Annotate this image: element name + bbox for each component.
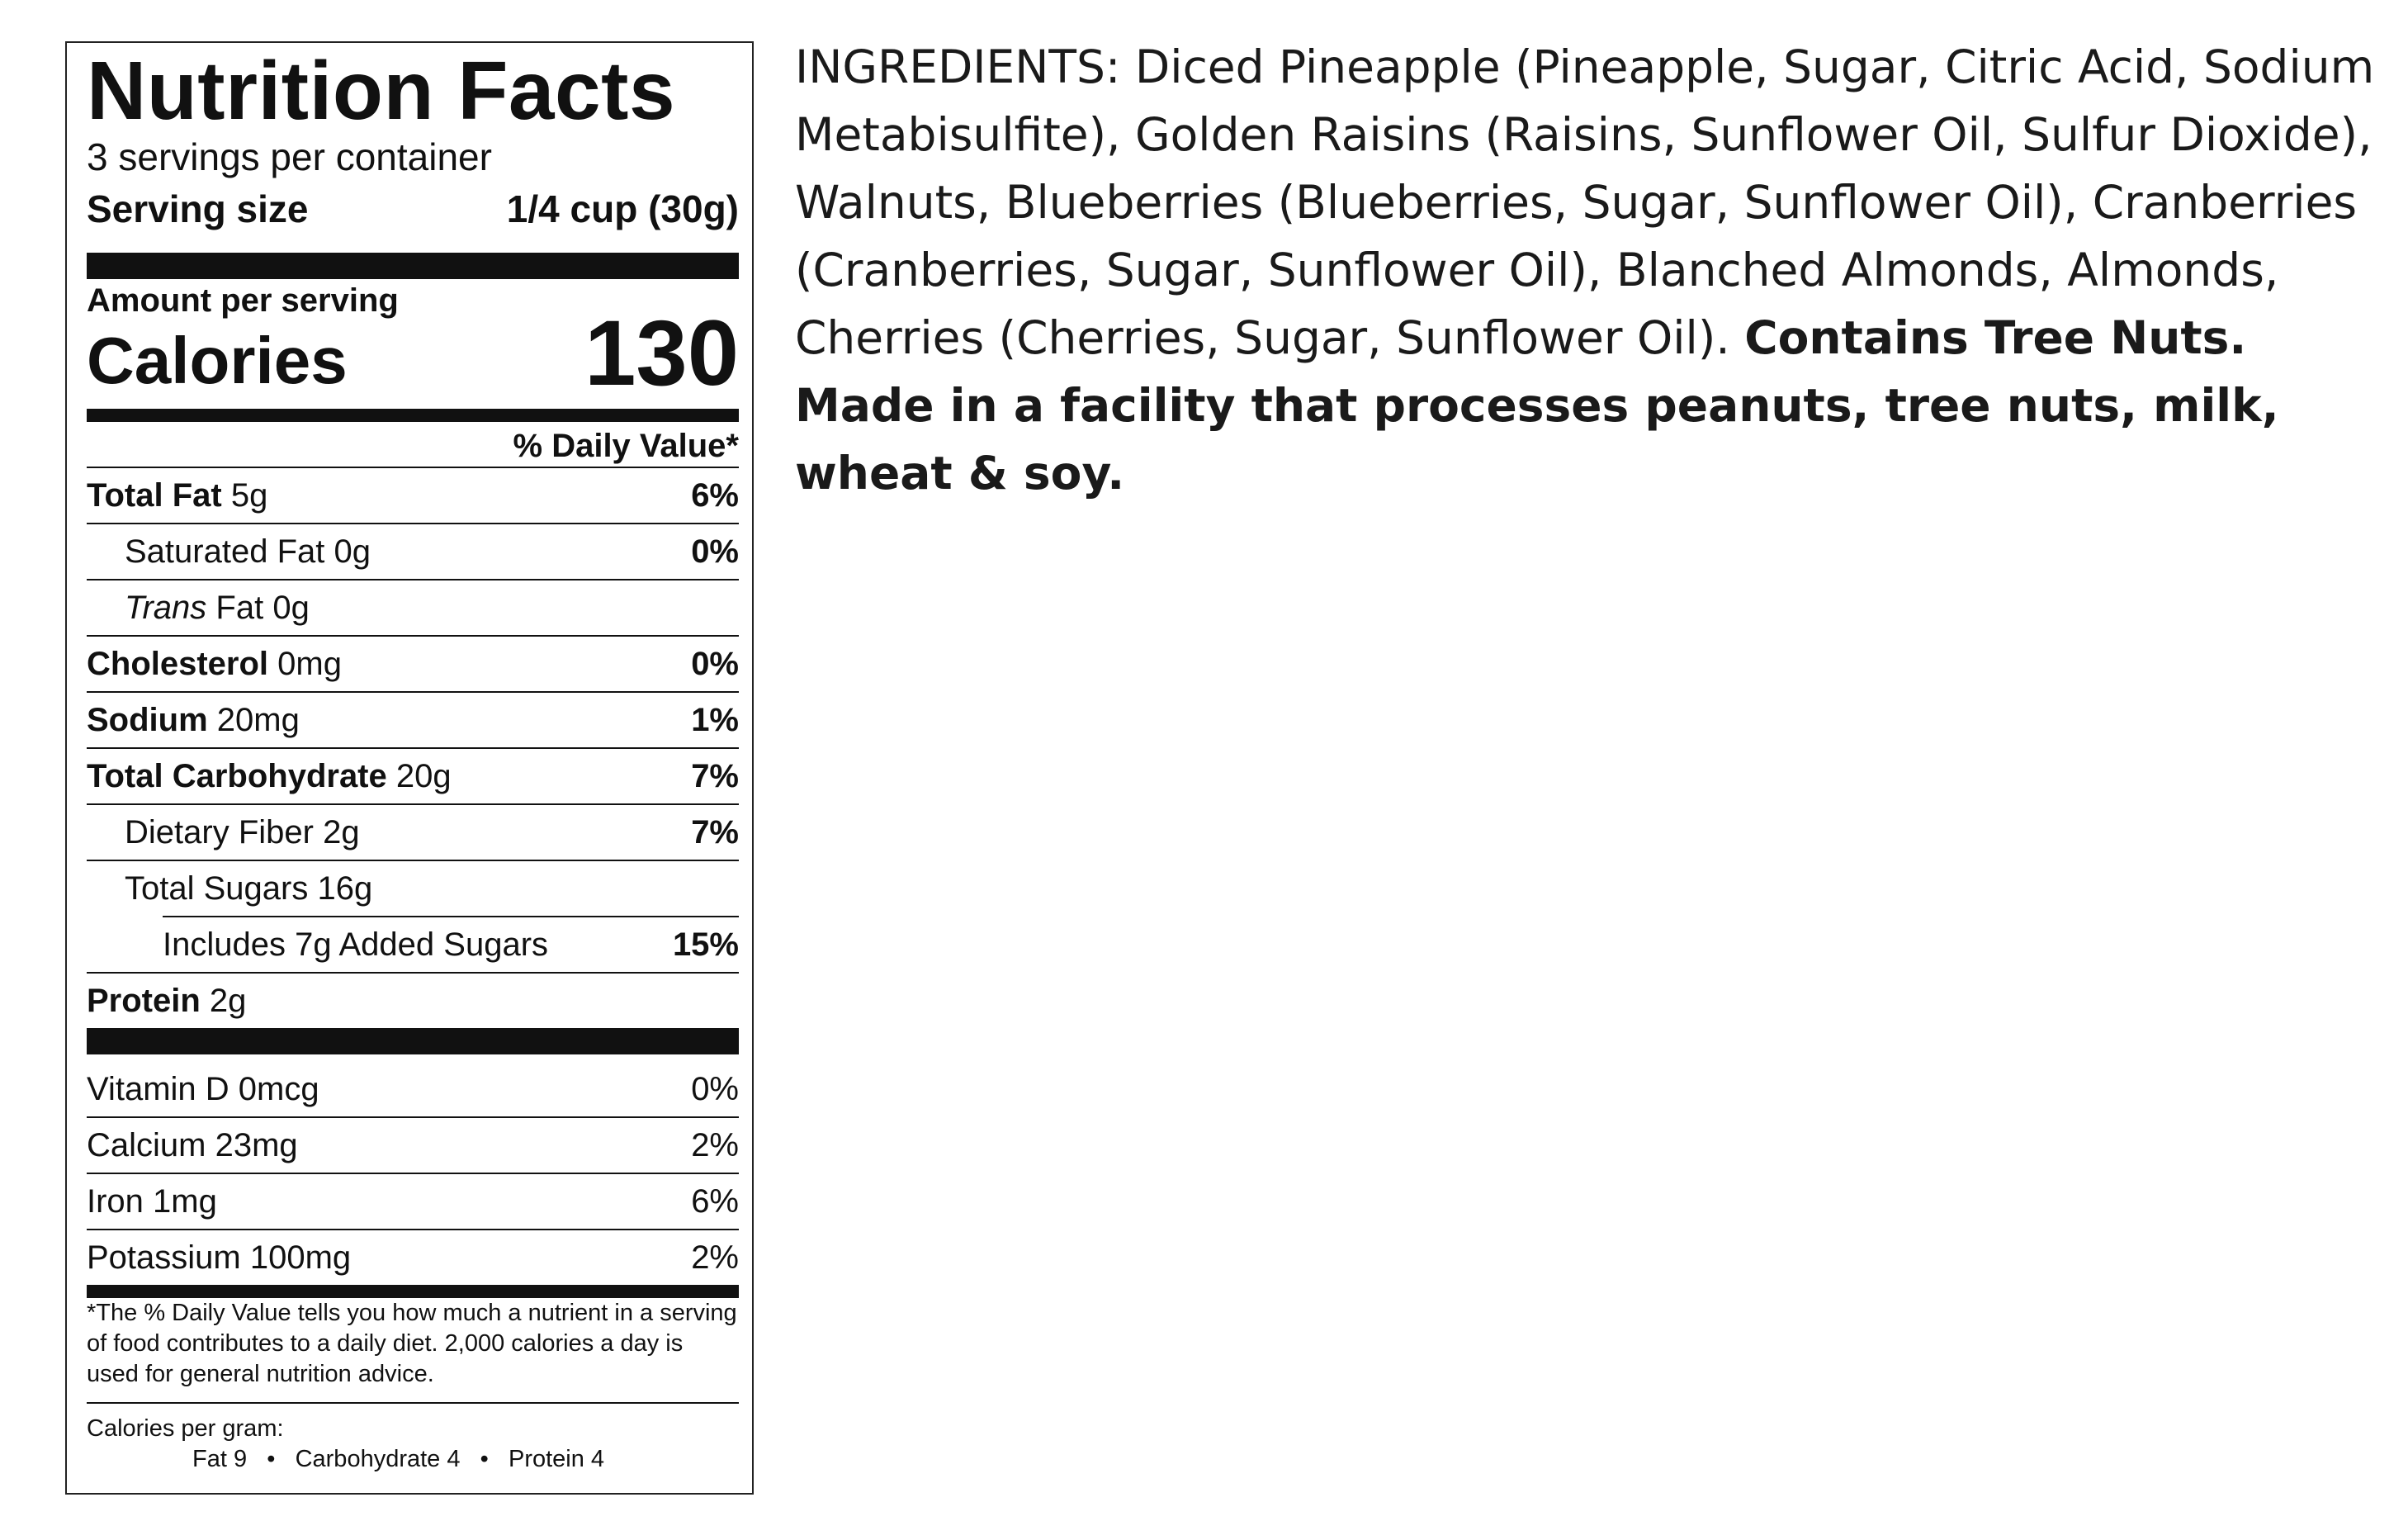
nutrient-amount: 16g	[317, 870, 373, 907]
row-total-fat	[87, 468, 739, 523]
row-total-sugars	[125, 861, 739, 916]
nutrient-amount: 5g	[230, 477, 268, 514]
divider-thick	[87, 1028, 739, 1054]
daily-value-header: % Daily Value*	[513, 428, 739, 464]
vitamin-label: Iron 1mg	[87, 1183, 217, 1220]
serving-size-label: Serving size	[87, 187, 309, 230]
nutrition-facts-panel	[65, 41, 754, 1495]
vitamin-label: Vitamin D 0mcg	[87, 1071, 319, 1107]
nutrient-label: Saturated Fat	[125, 533, 325, 570]
nutrient-amount: 20mg	[216, 702, 300, 738]
calories-label: Calories	[87, 324, 348, 397]
servings-per-container: 3 servings per container	[87, 135, 492, 178]
row-trans-fat	[125, 580, 739, 635]
row-vitamin-d	[87, 1062, 739, 1116]
nutrient-label: Includes 7g Added Sugars	[163, 926, 549, 963]
nutrient-amount: 0g	[334, 533, 371, 570]
divider-medium	[87, 1285, 739, 1298]
nutrient-label: Fat	[215, 590, 264, 626]
nutrient-label: Cholesterol	[87, 646, 269, 682]
nutrient-amount: 2g	[323, 814, 360, 851]
vitamin-dv: 2%	[691, 1239, 739, 1276]
row-total-carbohydrate	[87, 749, 739, 803]
nutrient-dv: 6%	[691, 477, 739, 514]
row-cholesterol	[87, 637, 739, 691]
nutrient-dv: 15%	[672, 926, 739, 963]
allergen-statement: Contains Tree Nuts.	[1744, 311, 2247, 364]
nutrient-label: Sodium	[87, 702, 208, 738]
row-added-sugars	[163, 917, 739, 972]
row-potassium	[87, 1230, 739, 1285]
serving-size-value: 1/4 cup (30g)	[506, 187, 739, 230]
nutrient-amount: 0mg	[277, 646, 342, 682]
nutrient-label: Total Fat	[87, 477, 222, 514]
divider-medium	[87, 409, 739, 422]
row-saturated-fat	[125, 524, 739, 579]
nutrient-dv: 0%	[691, 646, 739, 682]
row-calcium	[87, 1118, 739, 1173]
nutrient-dv: 0%	[691, 533, 739, 570]
nutrition-facts-title: Nutrition Facts	[87, 45, 676, 137]
vitamin-dv: 2%	[691, 1127, 739, 1163]
row-protein	[87, 974, 739, 1028]
row-sodium	[87, 693, 739, 747]
vitamin-dv: 6%	[691, 1183, 739, 1220]
vitamin-label: Calcium 23mg	[87, 1127, 298, 1163]
ingredients-block	[795, 33, 2388, 507]
nutrient-label: Total Carbohydrate	[87, 758, 387, 794]
row-dietary-fiber	[125, 805, 739, 860]
vitamin-label: Potassium 100mg	[87, 1239, 352, 1276]
nutrient-dv: 1%	[691, 702, 739, 738]
calories-per-gram-values: Fat 9 • Carbohydrate 4 • Protein 4	[192, 1446, 605, 1472]
vitamin-dv: 0%	[691, 1071, 739, 1107]
nutrient-amount: 0g	[272, 590, 310, 626]
calories-value: 130	[584, 301, 739, 405]
divider-thick	[87, 253, 739, 279]
calories-per-gram-label: Calories per gram:	[87, 1415, 284, 1442]
row-iron	[87, 1174, 739, 1229]
nutrient-dv: 7%	[691, 758, 739, 794]
nutrient-label: Total Sugars	[125, 870, 309, 907]
serving-size	[87, 187, 739, 230]
nutrient-label-italic: Trans	[125, 590, 207, 626]
amount-per-serving: Amount per serving	[87, 282, 399, 319]
facility-statement: Made in a facility that processes peanuts, tree nuts, milk, wheat & soy.	[795, 379, 2279, 500]
daily-value-footnote: *The % Daily Value tells you how much a nutrient in a serving of food contributes to a daily diet. 2,000 calories a day is used for general nutrition advice.	[87, 1300, 737, 1387]
ingredients-text: INGREDIENTS: Diced Pineapple (Pineapple, Sugar, Citric Acid, Sodium Metabisulfite), Golden Raisins (Raisins, Sunflower Oil, Sulfur Dioxide), Walnuts, Blueberries (Blueberries, Sugar, Sunflower Oil), Cranberries (Cranberries, Sugar, Sunflower Oil), Blanched Almonds, Almonds, Cherries (Cherries, Sugar, Sunflower Oil).	[795, 40, 2375, 364]
divider	[87, 1402, 739, 1404]
nutrient-dv: 7%	[691, 814, 739, 851]
nutrient-amount: 20g	[395, 758, 452, 794]
nutrient-amount: 2g	[209, 983, 247, 1019]
nutrient-label: Dietary Fiber	[125, 814, 314, 851]
nutrient-label: Protein	[87, 983, 201, 1019]
